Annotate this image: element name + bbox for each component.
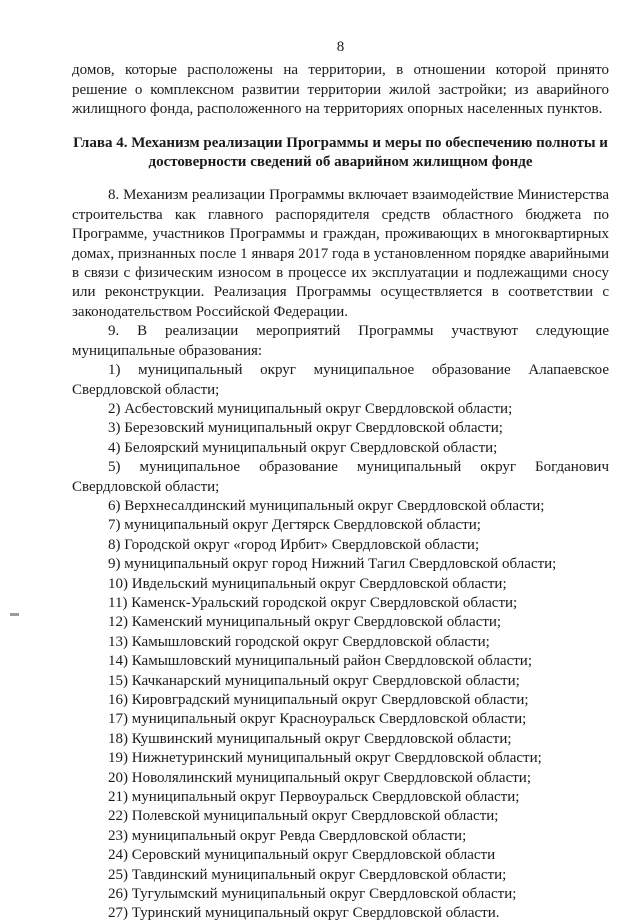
municipality-item: 19) Нижнетуринский муниципальный округ Свердловской области; [108, 750, 542, 767]
municipality-item: 21) муниципальный округ Первоуральск Свердловской области; [108, 789, 520, 806]
municipality-item: 25) Тавдинский муниципальный округ Свердловской области; [108, 866, 507, 883]
municipality-item: 11) Каменск-Уральский городской округ Свердловской области; [108, 594, 518, 611]
municipality-item: 12) Каменский муниципальный округ Свердловской области; [108, 614, 502, 631]
municipality-item: 5) муниципальное образование муниципальный округ Богданович Свердловской области; [72, 459, 609, 495]
chapter-heading: Глава 4. Механизм реализации Программы и меры по обеспечению полноты и достоверности сведений об аварийном жилищном фонде [73, 134, 608, 171]
municipality-item: 4) Белоярский муниципальный округ Свердловской области; [108, 439, 498, 456]
municipality-item: 7) муниципальный округ Дегтярск Свердловской области; [108, 517, 481, 534]
municipality-item: 27) Туринский муниципальный округ Свердловской области. [108, 905, 500, 922]
municipality-item: 16) Кировградский муниципальный округ Свердловской области; [108, 692, 529, 708]
municipality-item: 6) Верхнесалдинский муниципальный округ Свердловской области; [108, 497, 545, 514]
page-number: 8 [336, 39, 345, 55]
paragraph-8: 8. Механизм реализации Программы включает взаимодействие Министерства строительства как главного распорядителя средств областного бюджета по Программе, участников Программы и граждан, проживающих в многоквартирных домах, признанных после 1 января 2017 года в установленном порядке аварийными в связи с физическим износом в процессе их эксплуатации и подлежащими сносу или реконструкции. Реализация Программы осуществляется в соответствии с законодательством Российской Федерации. [72, 187, 609, 320]
municipality-item: 1) муниципальный округ муниципальное образование Алапаевское Свердловской области; [72, 362, 609, 398]
municipality-item: 20) Новолялинский муниципальный округ Свердловской области; [108, 769, 531, 786]
municipality-item: 14) Камышловский муниципальный район Свердловской области; [108, 653, 532, 670]
municipality-item: 10) Ивдельский муниципальный округ Свердловской области; [108, 575, 507, 592]
scan-speck [10, 613, 19, 616]
page-content [72, 38, 609, 924]
municipality-item: 22) Полевской муниципальный округ Свердловской области; [108, 808, 499, 825]
municipality-item: 13) Камышловский городской округ Свердловской области; [108, 633, 490, 650]
municipality-item: 26) Тугулымский муниципальный округ Свердловской области; [108, 886, 517, 903]
municipality-item: 3) Березовский муниципальный округ Свердловской области; [108, 420, 503, 437]
municipality-item: 17) муниципальный округ Красноуральск Свердловской области; [108, 711, 527, 728]
municipality-item: 24) Серовский муниципальный округ Свердловской области [108, 847, 496, 864]
continuation-paragraph: домов, которые расположены на территории, в отношении которой принято решение о комплексном развитии территории жилой застройки; из аварийного жилищного фонда, расположенного на территориях опорных населенных пунктов. [72, 62, 609, 118]
municipality-list [72, 361, 609, 924]
municipality-item: 23) муниципальный округ Ревда Свердловской области; [108, 827, 467, 844]
municipality-item: 15) Качканарский муниципальный округ Свердловской области; [108, 672, 520, 689]
municipality-item: 8) Городской округ «город Ирбит» Свердловской области; [108, 536, 480, 553]
municipality-item: 2) Асбестовский муниципальный округ Свердловской области; [108, 400, 513, 417]
municipality-item: 9) муниципальный округ город Нижний Тагил Свердловской области; [108, 556, 557, 573]
paragraph-9: 9. В реализации мероприятий Программы участвуют следующие муниципальные образования: [72, 323, 609, 359]
municipality-item: 18) Кушвинский муниципальный округ Свердловской области; [108, 730, 512, 747]
